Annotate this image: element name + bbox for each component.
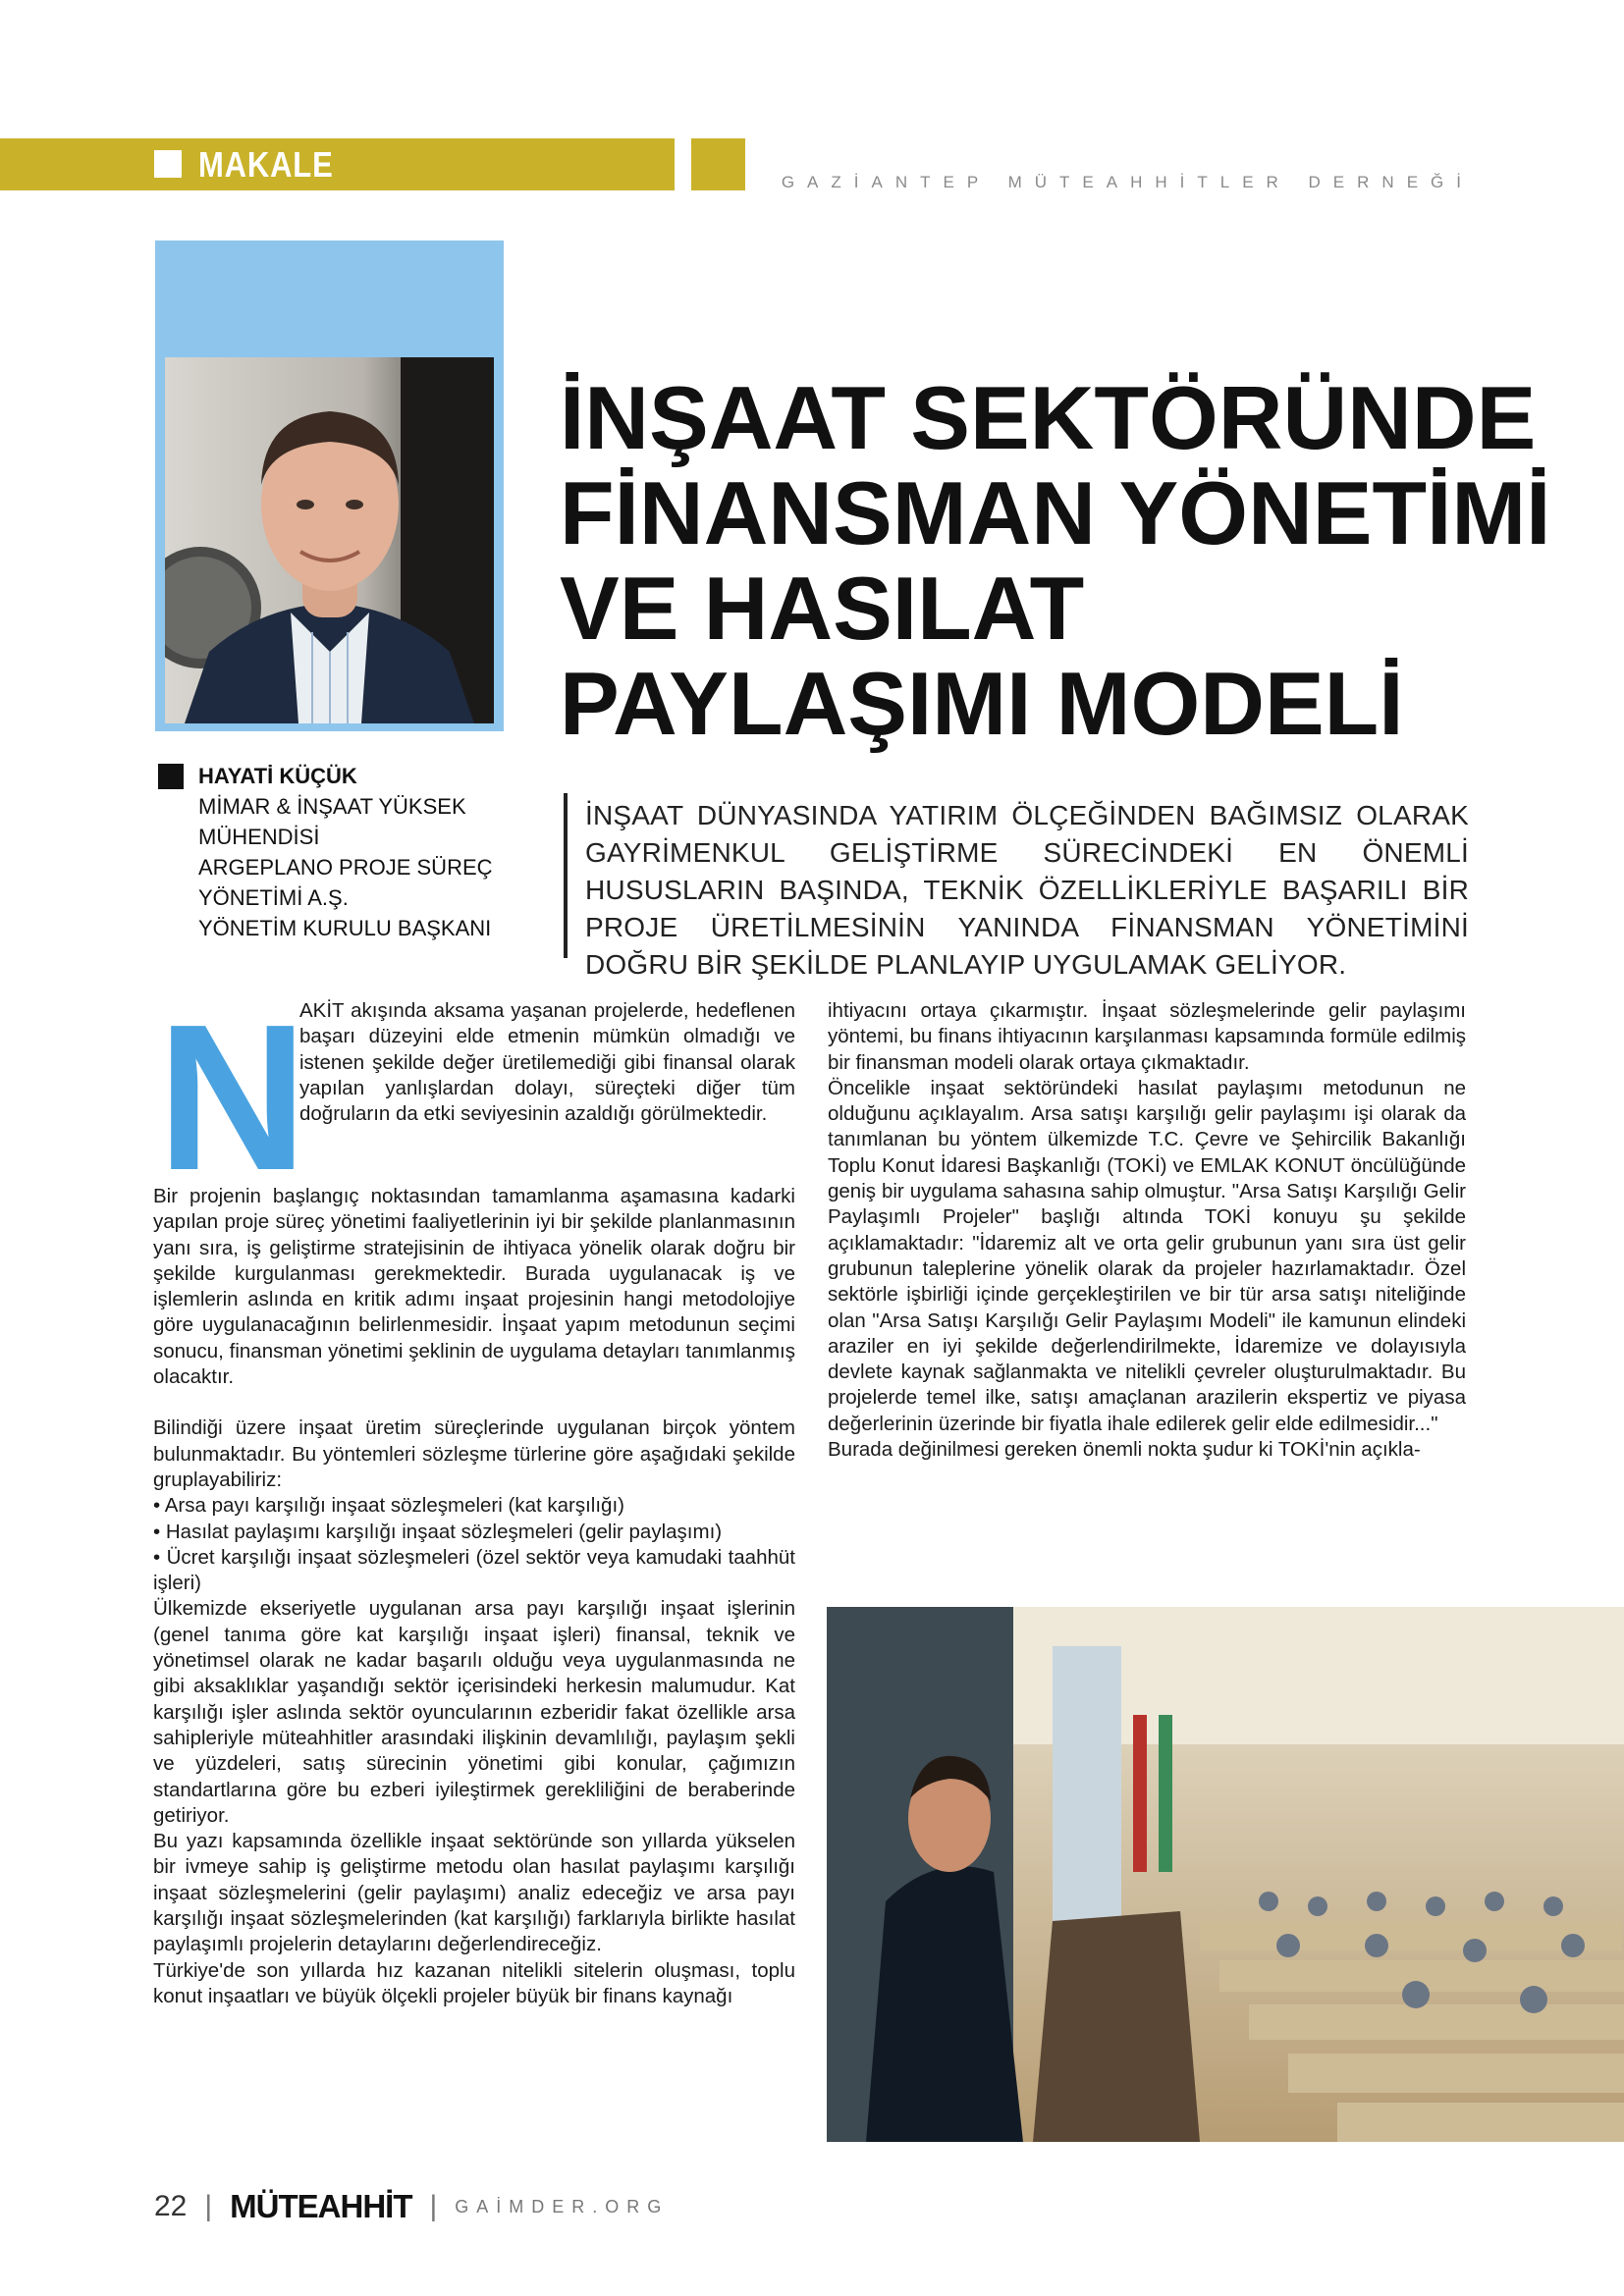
organization-name: GAZİANTEP MÜTEAHHİTLER DERNEĞİ [781,173,1474,191]
author-photo [165,357,494,723]
author-title-line: MÜHENDİSİ [198,825,320,849]
section-square-icon [154,150,182,178]
title-line: İNŞAAT SEKTÖRÜNDE [560,369,1537,468]
title-line: VE HASILAT [560,560,1085,659]
list-item: • Ücret karşılığı inşaat sözleşmeleri (özel sektör veya kamudaki taahhüt işleri) [153,1545,795,1595]
page-number: 22 [154,2190,188,2222]
paragraph: Bu yazı kapsamında özellikle inşaat sektöründe son yıllarda yükselen bir ivmeye sahip iş geliştirme metodu olan hasılat paylaşımı karşılığı inşaat sözleşmelerini (gelir paylaşımı) analiz edeceğiz ve arsa payı karşılığı inşaat sözleşmelerinden (kat karşılığı) farklarıyla birlikte hasılat paylaşımlı projelerin detaylarını değerlendireceğiz. [153,1830,795,1956]
title-line: FİNANSMAN YÖNETİMİ [560,464,1551,563]
section-band-accent [691,138,745,190]
author-title-line: MİMAR & İNŞAAT YÜKSEK [198,794,466,819]
section-band [0,138,675,190]
right-column [828,998,1466,1463]
author-title-line: YÖNETİM KURULU BAŞKANI [198,916,492,940]
drop-cap: N [157,981,308,1213]
paragraph: Öncelikle inşaat sektöründeki hasılat paylaşımı metodunun ne olduğunu açıklayalım. Arsa satışı karşılığı gelir paylaşımı işi olarak da tanımlanan bu yöntem ülkemizde T.C. Çevre ve Şehircilik Bakanlığı Toplu Konut İdaresi Başkanlığı (TOKİ) ve EMLAK KONUT öncülüğünde geniş bir uygulama sahasına sahip olmuştur. "Arsa Satışı Karşılığı Gelir Paylaşımlı Projeler" başlığı altında TOKİ konuyu şu şekilde açıklamaktadır: "İdaremiz alt ve orta gelir grubunun yanı sıra üst gelir grubunun taleplerine yönelik olarak da projeler hazırlamaktadır. Özel sektörle işbirliği içinde gerçekleştirilen ve bir tür arsa satışı niteliğinde olan "Arsa Satışı Karşılığı Gelir Paylaşımı Modeli" ile kamunun elindeki araziler en iyi şekilde değerlendirilmekte, İdaremize ve dolayısıyla devlete kaynak sağlanmakta ve nitelikli çevreler oluşturulmaktadır. Bu projelerde temel ilke, satışı amaçlanan arazilerin ekspertiz ve piyasa değerlerinin üzerinde bir fiyatla ihale edilerek gelir elde edilmesidir..." [828,1076,1466,1435]
website-link[interactable]: GAİMDER.ORG [455,2196,670,2216]
paragraph: Türkiye'de son yıllarda hız kazanan nitelikli sitelerin oluşması, toplu konut inşaatları ve büyük ölçekli projeler büyük bir finans kaynağı [153,1958,795,2007]
lead-divider [564,793,568,958]
paragraph: Burada değinilmesi gereken önemli nokta şudur ki TOKİ'nin açıkla- [828,1438,1421,1462]
author-title-line: YÖNETİMİ A.Ş. [198,885,349,910]
author-square-icon [158,764,184,789]
list-item: • Arsa payı karşılığı inşaat sözleşmeleri (kat karşılığı) [153,1494,624,1518]
list-item: • Hasılat paylaşımı karşılığı inşaat sözleşmeleri (gelir paylaşımı) [153,1520,723,1543]
conference-photo [827,1607,1624,2142]
article-title [560,371,1551,752]
footer-divider: | [429,2190,438,2222]
magazine-logo: MÜTEAHHİT [230,2188,412,2224]
paragraph: Bilindiği üzere inşaat üretim süreçlerinde uygulanan birçok yöntem bulunmaktadır. Bu yöntemleri sözleşme türlerine göre aşağıdaki şekilde gruplayabiliriz: [153,1416,795,1491]
paragraph: Ülkemizde ekseriyetle uygulanan arsa payı karşılığı inşaat işlerinin (genel tanıma göre kat karşılığı inşaat işleri) finansal, teknik ve yönetimsel olarak ne kadar başarılı olduğu veya uygulanmasında ne gibi aksaklıklar yaşandığı sektör içerisindeki herkesin malumudur. Kat karşılığı işler aslında sektör oyuncularının ezberidir fakat özellikle arsa sahipleriyle müteahhitler arasındaki ilişkinin devamlılığı, paylaşım şekli ve yüzdeleri, satış sürecinin yönetimi gibi konular, çağımızın standartlarına göre bu ezberi iyileştirmek gerekliliğini de beraberinde getiriyor. [153,1597,795,1827]
footer-divider: | [204,2190,213,2222]
author-title-line: ARGEPLANO PROJE SÜREÇ [198,855,493,880]
author-block [198,761,532,943]
title-line: PAYLAŞIMI MODELİ [560,655,1404,754]
paragraph: ihtiyacını ortaya çıkarmıştır. İnşaat sözleşmelerinde gelir paylaşımı yöntemi, bu finans ihtiyacının karşılanması kapsamında formüle edilmiş bir finansman modeli olarak ortaya çıkmaktadır. [828,999,1466,1074]
paragraph: Bir projenin başlangıç noktasından tamamlanma aşamasına kadarki yapılan proje süreç yönetimi faaliyetlerinin iyi bir şekilde planlanmasının yanı sıra, iş geliştirme stratejisinin de ihtiyaca yönelik olarak doğru bir şekilde kurgulanması gerekmektedir. Burada uygulanacak iş ve işlemlerin aslında en kritik adımı inşaat projesinin hangi metodolojiye göre uygulanacağının belirlenmesidir. İnşaat yapım metodunun seçimi sonucu, finansman yönetimi şeklinin de uygulama detayları tanımlanmış olacaktır. [153,1185,795,1389]
section-label: MAKALE [198,144,334,185]
paragraph: AKİT akışında aksama yaşanan projelerde, hedeflenen başarı düzeyini elde etmenin mümkün olmadığı ve istenen şekilde değer üretilemediği gibi finansal olarak yapılan yanlışlardan dolayı, süreçteki diğer tüm doğruların da etki seviyesinin azaldığı görülmektedir. [299,999,795,1126]
article-lead: İNŞAAT DÜNYASINDA YATIRIM ÖLÇEĞİNDEN BAĞIMSIZ OLARAK GAYRİMENKUL GELİŞTİRME SÜRECİNDEKİ EN ÖNEMLİ HUSUSLARIN BAŞINDA, TEKNİK ÖZELLİKLERİYLE BAŞARILI BİR PROJE ÜRETİLMESİNİN YANINDA FİNANSMAN YÖNETİMİNİ DOĞRU BİR ŞEKİLDE PLANLAYIP UYGULAMAK GELİYOR. [585,800,1469,980]
intro-paragraph [299,998,795,1127]
author-name: HAYATİ KÜÇÜK [198,764,357,788]
left-column [153,1184,795,2009]
page-footer [154,2187,669,2226]
